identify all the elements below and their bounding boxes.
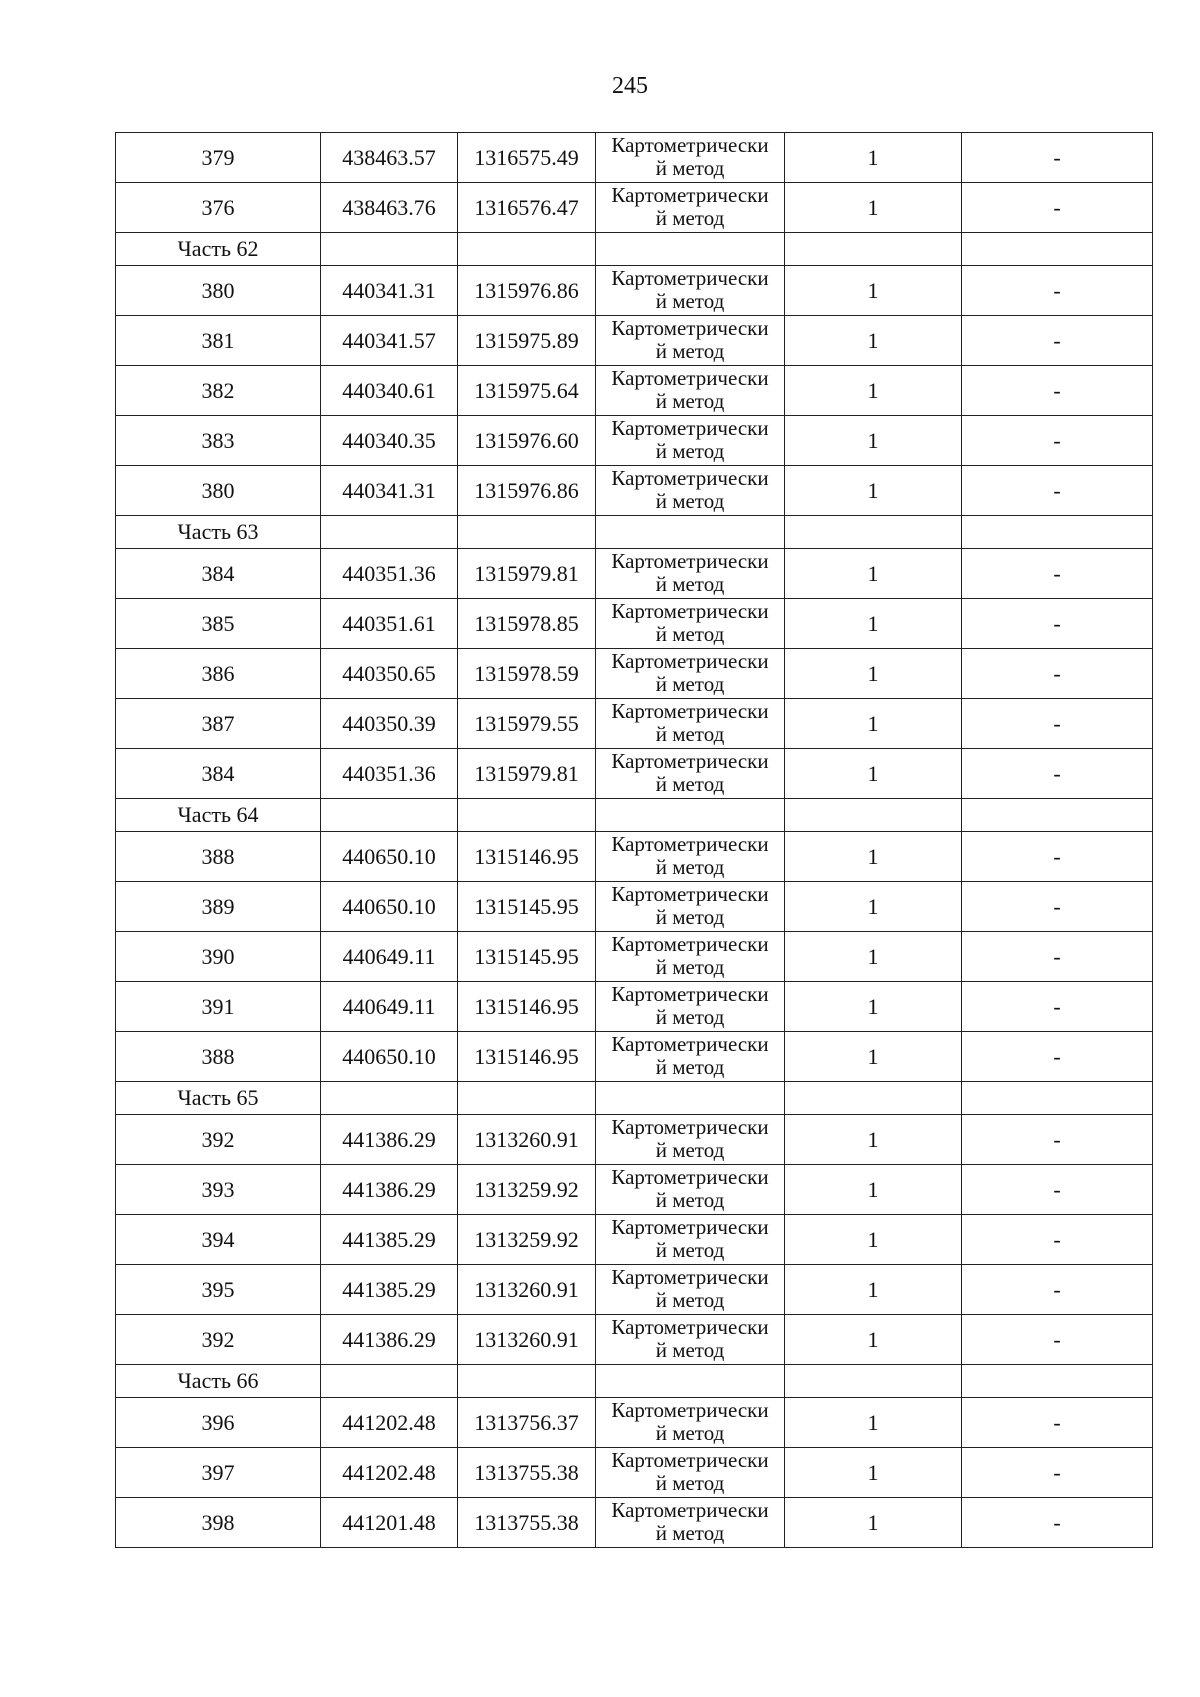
coord-y: 1315146.95: [458, 832, 596, 882]
method-line-1: Картометрически: [611, 1031, 769, 1056]
empty-cell: [785, 1365, 962, 1398]
note: -: [962, 1398, 1153, 1448]
coord-y: 1315975.89: [458, 316, 596, 366]
coord-y: 1316576.47: [458, 183, 596, 233]
method-line-1: Картометрически: [611, 981, 769, 1006]
method-line-1: Картометрически: [611, 931, 769, 956]
note: -: [962, 183, 1153, 233]
coord-y: 1315976.86: [458, 466, 596, 516]
coord-y: 1315979.81: [458, 749, 596, 799]
method-text: [596, 883, 784, 929]
accuracy: 1: [785, 1315, 962, 1365]
empty-cell: [321, 516, 458, 549]
coordinates-table: [115, 132, 1153, 1548]
coord-x: 441202.48: [321, 1448, 458, 1498]
note: -: [962, 1315, 1153, 1365]
part-header-row: [116, 1365, 1153, 1398]
empty-cell: [785, 233, 962, 266]
accuracy: 1: [785, 416, 962, 466]
coord-x: 441385.29: [321, 1215, 458, 1265]
accuracy: 1: [785, 649, 962, 699]
empty-cell: [596, 799, 785, 832]
method-line-2: й метод: [655, 721, 725, 746]
method-line-1: Картометрически: [611, 648, 769, 673]
method-line-2: й метод: [655, 1137, 725, 1162]
method-line-2: й метод: [655, 1420, 725, 1445]
coord-x: 440340.61: [321, 366, 458, 416]
empty-cell: [596, 1365, 785, 1398]
table-row: [116, 882, 1153, 932]
table-row: [116, 416, 1153, 466]
method-line-1: Картометрически: [611, 831, 769, 856]
method-cell: [596, 832, 785, 882]
accuracy: 1: [785, 549, 962, 599]
note: -: [962, 1032, 1153, 1082]
method-cell: [596, 749, 785, 799]
method-line-1: Картометрически: [611, 1447, 769, 1472]
accuracy: 1: [785, 882, 962, 932]
coord-y: 1313756.37: [458, 1398, 596, 1448]
part-header-row: [116, 233, 1153, 266]
coord-y: 1315146.95: [458, 1032, 596, 1082]
method-line-1: Картометрически: [611, 548, 769, 573]
method-line-2: й метод: [655, 904, 725, 929]
method-cell: [596, 932, 785, 982]
method-line-2: й метод: [655, 288, 725, 313]
note: -: [962, 832, 1153, 882]
accuracy: 1: [785, 316, 962, 366]
method-line-1: Картометрически: [611, 881, 769, 906]
method-cell: [596, 649, 785, 699]
method-text: [596, 367, 784, 413]
coord-y: 1315979.55: [458, 699, 596, 749]
coord-y: 1316575.49: [458, 133, 596, 183]
method-line-2: й метод: [655, 1287, 725, 1312]
method-line-1: Картометрически: [611, 365, 769, 390]
note: -: [962, 1115, 1153, 1165]
method-text: [596, 933, 784, 979]
accuracy: 1: [785, 1115, 962, 1165]
method-line-1: Картометрически: [611, 315, 769, 340]
part-header-row: [116, 1082, 1153, 1115]
point-number: 395: [116, 1265, 321, 1315]
accuracy: 1: [785, 1165, 962, 1215]
method-line-2: й метод: [655, 338, 725, 363]
accuracy: 1: [785, 832, 962, 882]
empty-cell: [458, 799, 596, 832]
coord-x: 440351.36: [321, 749, 458, 799]
method-line-2: й метод: [655, 1054, 725, 1079]
part-label: Часть 64: [116, 799, 321, 832]
table-row: [116, 1398, 1153, 1448]
point-number: 384: [116, 749, 321, 799]
empty-cell: [596, 516, 785, 549]
table-row: [116, 749, 1153, 799]
empty-cell: [321, 1082, 458, 1115]
point-number: 380: [116, 466, 321, 516]
method-text: [596, 750, 784, 796]
method-line-2: й метод: [655, 671, 725, 696]
method-line-2: й метод: [655, 438, 725, 463]
method-text: [596, 1216, 784, 1262]
method-line-2: й метод: [655, 488, 725, 513]
method-line-2: й метод: [655, 155, 725, 180]
method-text: [596, 550, 784, 596]
point-number: 388: [116, 832, 321, 882]
table-row: [116, 133, 1153, 183]
note: -: [962, 882, 1153, 932]
note: -: [962, 1215, 1153, 1265]
part-label: Часть 62: [116, 233, 321, 266]
method-cell: [596, 316, 785, 366]
coord-x: 440650.10: [321, 832, 458, 882]
method-text: [596, 1316, 784, 1362]
empty-cell: [321, 233, 458, 266]
note: -: [962, 316, 1153, 366]
method-cell: [596, 699, 785, 749]
coord-x: 440650.10: [321, 882, 458, 932]
point-number: 394: [116, 1215, 321, 1265]
part-header-row: [116, 516, 1153, 549]
method-line-1: Картометрически: [611, 132, 769, 157]
method-text: [596, 317, 784, 363]
method-text: [596, 1399, 784, 1445]
part-header-row: [116, 799, 1153, 832]
method-cell: [596, 466, 785, 516]
empty-cell: [596, 1082, 785, 1115]
note: -: [962, 366, 1153, 416]
method-cell: [596, 549, 785, 599]
method-cell: [596, 183, 785, 233]
method-line-2: й метод: [655, 1237, 725, 1262]
method-line-2: й метод: [655, 771, 725, 796]
method-line-1: Картометрически: [611, 1397, 769, 1422]
method-line-1: Картометрически: [611, 1114, 769, 1139]
table-row: [116, 1448, 1153, 1498]
note: -: [962, 1448, 1153, 1498]
method-line-2: й метод: [655, 205, 725, 230]
accuracy: 1: [785, 1265, 962, 1315]
coord-x: 440341.31: [321, 466, 458, 516]
point-number: 390: [116, 932, 321, 982]
table-row: [116, 599, 1153, 649]
method-cell: [596, 1215, 785, 1265]
coord-x: 441202.48: [321, 1398, 458, 1448]
method-line-1: Картометрически: [611, 1214, 769, 1239]
coord-y: 1315975.64: [458, 366, 596, 416]
coord-x: 441386.29: [321, 1115, 458, 1165]
point-number: 376: [116, 183, 321, 233]
method-text: [596, 417, 784, 463]
table-row: [116, 1265, 1153, 1315]
coord-x: 441201.48: [321, 1498, 458, 1548]
method-text: [596, 267, 784, 313]
method-line-1: Картометрически: [611, 465, 769, 490]
table-row: [116, 183, 1153, 233]
coord-y: 1315145.95: [458, 932, 596, 982]
method-text: [596, 700, 784, 746]
method-line-2: й метод: [655, 854, 725, 879]
method-cell: [596, 133, 785, 183]
empty-cell: [458, 1082, 596, 1115]
note: -: [962, 266, 1153, 316]
empty-cell: [962, 516, 1153, 549]
method-cell: [596, 366, 785, 416]
method-text: [596, 1116, 784, 1162]
method-text: [596, 1166, 784, 1212]
point-number: 391: [116, 982, 321, 1032]
method-text: [596, 1033, 784, 1079]
method-cell: [596, 1315, 785, 1365]
coord-x: 441386.29: [321, 1315, 458, 1365]
coord-x: 440350.39: [321, 699, 458, 749]
note: -: [962, 416, 1153, 466]
method-cell: [596, 416, 785, 466]
accuracy: 1: [785, 1215, 962, 1265]
point-number: 387: [116, 699, 321, 749]
method-text: [596, 1266, 784, 1312]
accuracy: 1: [785, 1498, 962, 1548]
method-text: [596, 650, 784, 696]
coord-x: 440649.11: [321, 932, 458, 982]
coord-y: 1315976.60: [458, 416, 596, 466]
method-line-2: й метод: [655, 1004, 725, 1029]
method-text: [596, 600, 784, 646]
table-body: [116, 133, 1153, 1548]
method-cell: [596, 1032, 785, 1082]
accuracy: 1: [785, 183, 962, 233]
table-row: [116, 549, 1153, 599]
method-line-1: Картометрически: [611, 1497, 769, 1522]
empty-cell: [458, 516, 596, 549]
accuracy: 1: [785, 932, 962, 982]
table-row: [116, 266, 1153, 316]
coord-y: 1313260.91: [458, 1315, 596, 1365]
note: -: [962, 466, 1153, 516]
coord-y: 1315978.85: [458, 599, 596, 649]
method-cell: [596, 599, 785, 649]
table-row: [116, 466, 1153, 516]
point-number: 397: [116, 1448, 321, 1498]
table-row: [116, 932, 1153, 982]
point-number: 392: [116, 1315, 321, 1365]
coord-y: 1315976.86: [458, 266, 596, 316]
method-cell: [596, 266, 785, 316]
table-row: [116, 1032, 1153, 1082]
note: -: [962, 599, 1153, 649]
coord-x: 440351.36: [321, 549, 458, 599]
part-label: Часть 66: [116, 1365, 321, 1398]
method-line-2: й метод: [655, 954, 725, 979]
method-line-1: Картометрически: [611, 598, 769, 623]
method-text: [596, 184, 784, 230]
accuracy: 1: [785, 749, 962, 799]
accuracy: 1: [785, 1032, 962, 1082]
method-text: [596, 467, 784, 513]
point-number: 396: [116, 1398, 321, 1448]
point-number: 380: [116, 266, 321, 316]
coord-x: 440351.61: [321, 599, 458, 649]
table-row: [116, 1315, 1153, 1365]
table-row: [116, 1215, 1153, 1265]
note: -: [962, 982, 1153, 1032]
empty-cell: [962, 1365, 1153, 1398]
coord-y: 1315146.95: [458, 982, 596, 1032]
coord-y: 1313260.91: [458, 1115, 596, 1165]
method-text: [596, 1449, 784, 1495]
note: -: [962, 1265, 1153, 1315]
point-number: 381: [116, 316, 321, 366]
accuracy: 1: [785, 366, 962, 416]
table-row: [116, 1498, 1153, 1548]
coord-x: 440649.11: [321, 982, 458, 1032]
method-text: [596, 983, 784, 1029]
coord-y: 1315145.95: [458, 882, 596, 932]
method-line-1: Картометрически: [611, 1164, 769, 1189]
point-number: 379: [116, 133, 321, 183]
point-number: 385: [116, 599, 321, 649]
method-cell: [596, 882, 785, 932]
accuracy: 1: [785, 266, 962, 316]
empty-cell: [596, 233, 785, 266]
coord-x: 441385.29: [321, 1265, 458, 1315]
note: -: [962, 549, 1153, 599]
method-cell: [596, 982, 785, 1032]
coord-x: 438463.76: [321, 183, 458, 233]
coord-y: 1313755.38: [458, 1448, 596, 1498]
note: -: [962, 699, 1153, 749]
method-line-1: Картометрически: [611, 698, 769, 723]
coord-x: 438463.57: [321, 133, 458, 183]
note: -: [962, 649, 1153, 699]
method-line-1: Картометрически: [611, 1314, 769, 1339]
accuracy: 1: [785, 699, 962, 749]
table-row: [116, 316, 1153, 366]
method-cell: [596, 1398, 785, 1448]
method-line-2: й метод: [655, 1187, 725, 1212]
method-line-2: й метод: [655, 1520, 725, 1545]
empty-cell: [785, 1082, 962, 1115]
method-line-2: й метод: [655, 621, 725, 646]
table-row: [116, 1165, 1153, 1215]
method-line-1: Картометрически: [611, 748, 769, 773]
accuracy: 1: [785, 982, 962, 1032]
coord-y: 1313755.38: [458, 1498, 596, 1548]
empty-cell: [785, 799, 962, 832]
empty-cell: [962, 799, 1153, 832]
method-cell: [596, 1448, 785, 1498]
point-number: 389: [116, 882, 321, 932]
note: -: [962, 932, 1153, 982]
note: -: [962, 1498, 1153, 1548]
method-text: [596, 134, 784, 180]
accuracy: 1: [785, 599, 962, 649]
method-line-2: й метод: [655, 1470, 725, 1495]
coord-y: 1313260.91: [458, 1265, 596, 1315]
table-row: [116, 699, 1153, 749]
accuracy: 1: [785, 1398, 962, 1448]
note: -: [962, 1165, 1153, 1215]
point-number: 392: [116, 1115, 321, 1165]
accuracy: 1: [785, 133, 962, 183]
empty-cell: [321, 799, 458, 832]
coord-x: 440340.35: [321, 416, 458, 466]
table-row: [116, 1115, 1153, 1165]
method-line-1: Картометрически: [611, 415, 769, 440]
coord-y: 1315979.81: [458, 549, 596, 599]
table-row: [116, 832, 1153, 882]
coord-x: 440650.10: [321, 1032, 458, 1082]
method-line-2: й метод: [655, 571, 725, 596]
table-row: [116, 649, 1153, 699]
table-row: [116, 982, 1153, 1032]
empty-cell: [962, 233, 1153, 266]
part-label: Часть 65: [116, 1082, 321, 1115]
accuracy: 1: [785, 466, 962, 516]
method-text: [596, 833, 784, 879]
method-cell: [596, 1115, 785, 1165]
method-line-2: й метод: [655, 1337, 725, 1362]
coord-x: 440341.57: [321, 316, 458, 366]
method-line-2: й метод: [655, 388, 725, 413]
coord-x: 441386.29: [321, 1165, 458, 1215]
method-cell: [596, 1165, 785, 1215]
empty-cell: [458, 233, 596, 266]
page-number: 245: [612, 73, 648, 99]
coord-y: 1313259.92: [458, 1165, 596, 1215]
table-row: [116, 366, 1153, 416]
empty-cell: [321, 1365, 458, 1398]
empty-cell: [458, 1365, 596, 1398]
method-cell: [596, 1498, 785, 1548]
point-number: 384: [116, 549, 321, 599]
coord-y: 1313259.92: [458, 1215, 596, 1265]
part-label: Часть 63: [116, 516, 321, 549]
method-cell: [596, 1265, 785, 1315]
point-number: 398: [116, 1498, 321, 1548]
method-line-1: Картометрически: [611, 1264, 769, 1289]
point-number: 393: [116, 1165, 321, 1215]
empty-cell: [785, 516, 962, 549]
point-number: 382: [116, 366, 321, 416]
note: -: [962, 749, 1153, 799]
point-number: 383: [116, 416, 321, 466]
coord-x: 440341.31: [321, 266, 458, 316]
point-number: 386: [116, 649, 321, 699]
method-line-1: Картометрически: [611, 265, 769, 290]
coord-x: 440350.65: [321, 649, 458, 699]
coord-y: 1315978.59: [458, 649, 596, 699]
empty-cell: [962, 1082, 1153, 1115]
accuracy: 1: [785, 1448, 962, 1498]
point-number: 388: [116, 1032, 321, 1082]
method-line-1: Картометрически: [611, 182, 769, 207]
note: -: [962, 133, 1153, 183]
method-text: [596, 1499, 784, 1545]
